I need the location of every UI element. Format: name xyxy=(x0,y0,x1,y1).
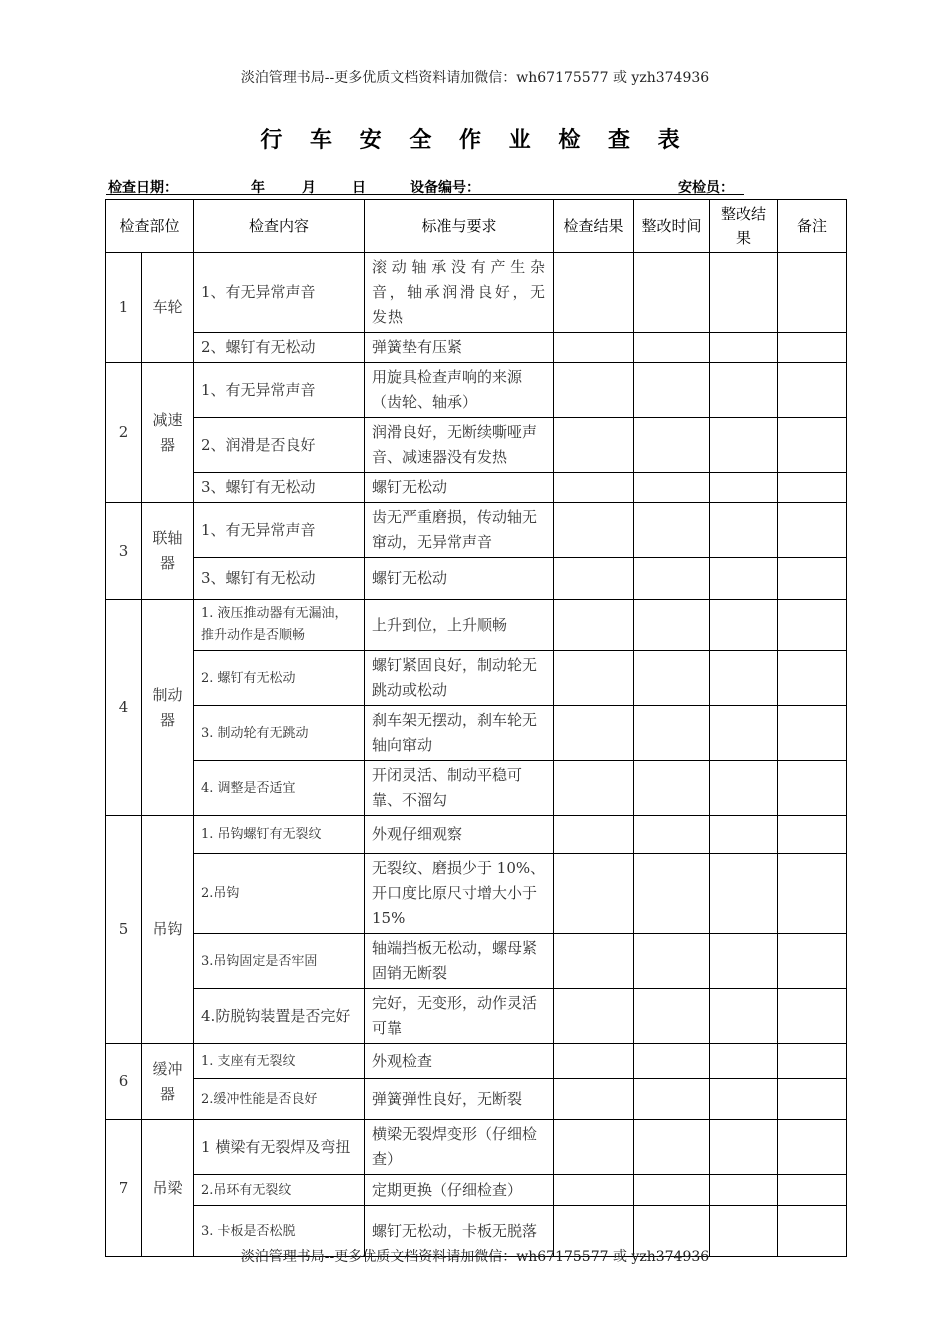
check-standard: 轴端挡板无松动，螺母紧固销无断裂 xyxy=(365,934,554,989)
inspector-label: 安检员： xyxy=(678,180,734,196)
device-number-label: 设备编号： xyxy=(410,180,480,196)
fix-result-cell[interactable] xyxy=(710,1120,778,1175)
check-content: 4. 调整是否适宜 xyxy=(194,761,365,816)
group-part: 吊梁 xyxy=(142,1120,194,1257)
note-cell[interactable] xyxy=(778,1120,847,1175)
fix-result-cell[interactable] xyxy=(710,1175,778,1206)
check-standard: 螺钉无松动 xyxy=(365,473,554,503)
fix-time-cell[interactable] xyxy=(634,1120,710,1175)
note-cell[interactable] xyxy=(778,1079,847,1120)
check-standard: 弹簧垫有压紧 xyxy=(365,333,554,363)
group-number: 3 xyxy=(106,503,142,600)
note-cell[interactable] xyxy=(778,473,847,503)
table-row xyxy=(106,854,847,934)
fix-result-cell[interactable] xyxy=(710,473,778,503)
fix-result-cell[interactable] xyxy=(710,600,778,651)
result-cell[interactable] xyxy=(554,761,634,816)
table-row xyxy=(106,761,847,816)
group-part: 制动器 xyxy=(142,600,194,816)
meta-line xyxy=(106,176,744,195)
table-row xyxy=(106,1175,847,1206)
check-content: 3. 制动轮有无跳动 xyxy=(194,706,365,761)
result-cell[interactable] xyxy=(554,1175,634,1206)
note-cell[interactable] xyxy=(778,333,847,363)
fix-time-cell[interactable] xyxy=(634,503,710,558)
group-part: 吊钩 xyxy=(142,816,194,1044)
header-note: 备注 xyxy=(778,200,847,253)
check-standard: 用旋具检查声响的来源（齿轮、轴承） xyxy=(365,363,554,418)
fix-time-cell[interactable] xyxy=(634,418,710,473)
table-row xyxy=(106,363,847,418)
fix-time-cell[interactable] xyxy=(634,1175,710,1206)
month-label: 月 xyxy=(302,180,316,196)
note-cell[interactable] xyxy=(778,600,847,651)
check-content: 3、螺钉有无松动 xyxy=(194,473,365,503)
check-content: 3、螺钉有无松动 xyxy=(194,558,365,600)
check-content: 4.防脱钩装置是否完好 xyxy=(194,989,365,1044)
table-row xyxy=(106,473,847,503)
fix-time-cell[interactable] xyxy=(634,651,710,706)
table-row xyxy=(106,1044,847,1079)
header-fix-time: 整改时间 xyxy=(634,200,710,253)
result-cell[interactable] xyxy=(554,989,634,1044)
day-label: 日 xyxy=(352,180,366,196)
fix-result-cell[interactable] xyxy=(710,854,778,934)
result-cell[interactable] xyxy=(554,706,634,761)
fix-result-cell[interactable] xyxy=(710,363,778,418)
fix-time-cell[interactable] xyxy=(634,816,710,854)
note-cell[interactable] xyxy=(778,706,847,761)
table-row xyxy=(106,1120,847,1175)
fix-time-cell[interactable] xyxy=(634,989,710,1044)
fix-result-cell[interactable] xyxy=(710,934,778,989)
check-content: 2、润滑是否良好 xyxy=(194,418,365,473)
result-cell[interactable] xyxy=(554,816,634,854)
result-cell[interactable] xyxy=(554,1079,634,1120)
note-cell[interactable] xyxy=(778,816,847,854)
check-content: 1 横梁有无裂焊及弯扭 xyxy=(194,1120,365,1175)
check-content: 3.吊钩固定是否牢固 xyxy=(194,934,365,989)
note-cell[interactable] xyxy=(778,363,847,418)
result-cell[interactable] xyxy=(554,934,634,989)
fix-time-cell[interactable] xyxy=(634,761,710,816)
group-number: 6 xyxy=(106,1044,142,1120)
date-label: 检查日期： xyxy=(108,180,178,196)
check-standard: 无裂纹、磨损少于 10%、开口度比原尺寸增大小于 15% xyxy=(365,854,554,934)
check-content: 2.吊钩 xyxy=(194,854,365,934)
group-number: 2 xyxy=(106,363,142,503)
header-row xyxy=(106,200,847,253)
check-content: 1. 液压推动器有无漏油，推升动作是否顺畅 xyxy=(194,600,365,651)
check-standard: 上升到位，上升顺畅 xyxy=(365,600,554,651)
header-standard: 标准与要求 xyxy=(365,200,554,253)
check-content: 1. 支座有无裂纹 xyxy=(194,1044,365,1079)
group-part: 缓冲器 xyxy=(142,1044,194,1120)
check-standard: 外观仔细观察 xyxy=(365,816,554,854)
table-row xyxy=(106,418,847,473)
result-cell[interactable] xyxy=(554,651,634,706)
fix-result-cell[interactable] xyxy=(710,816,778,854)
group-number: 7 xyxy=(106,1120,142,1257)
group-number: 4 xyxy=(106,600,142,816)
check-content: 2. 螺钉有无松动 xyxy=(194,651,365,706)
result-cell[interactable] xyxy=(554,253,634,333)
check-standard: 外观检查 xyxy=(365,1044,554,1079)
fix-result-cell[interactable] xyxy=(710,761,778,816)
fix-result-cell[interactable] xyxy=(710,1079,778,1120)
fix-time-cell[interactable] xyxy=(634,473,710,503)
group-part: 车轮 xyxy=(142,253,194,363)
inspection-table xyxy=(105,199,847,1257)
result-cell[interactable] xyxy=(554,473,634,503)
result-cell[interactable] xyxy=(554,363,634,418)
fix-time-cell[interactable] xyxy=(634,363,710,418)
check-standard: 弹簧弹性良好，无断裂 xyxy=(365,1079,554,1120)
check-content: 2、螺钉有无松动 xyxy=(194,333,365,363)
fix-result-cell[interactable] xyxy=(710,651,778,706)
fix-result-cell[interactable] xyxy=(710,253,778,333)
note-cell[interactable] xyxy=(778,1044,847,1079)
result-cell[interactable] xyxy=(554,418,634,473)
fix-time-cell[interactable] xyxy=(634,253,710,333)
check-standard: 螺钉无松动，卡板无脱落 xyxy=(365,1206,554,1257)
check-content: 1. 吊钩螺钉有无裂纹 xyxy=(194,816,365,854)
table-row xyxy=(106,651,847,706)
check-content: 1、有无异常声音 xyxy=(194,253,365,333)
note-cell[interactable] xyxy=(778,418,847,473)
fix-time-cell[interactable] xyxy=(634,934,710,989)
fix-result-cell[interactable] xyxy=(710,503,778,558)
result-cell[interactable] xyxy=(554,333,634,363)
table-row xyxy=(106,253,847,333)
table-row xyxy=(106,600,847,651)
header-content: 检查内容 xyxy=(194,200,365,253)
note-cell[interactable] xyxy=(778,1175,847,1206)
check-standard: 定期更换（仔细检查） xyxy=(365,1175,554,1206)
check-standard: 润滑良好，无断续嘶哑声音、减速器没有发热 xyxy=(365,418,554,473)
table-row xyxy=(106,816,847,854)
footer-note: 淡泊管理书局--更多优质文档资料请加微信：wh67175577 或 yzh374936 xyxy=(240,1249,710,1265)
table-row xyxy=(106,934,847,989)
check-standard: 刹车架无摆动，刹车轮无轴向窜动 xyxy=(365,706,554,761)
note-cell[interactable] xyxy=(778,989,847,1044)
check-standard: 齿无严重磨损，传动轴无窜动，无异常声音 xyxy=(365,503,554,558)
check-standard: 螺钉紧固良好，制动轮无跳动或松动 xyxy=(365,651,554,706)
check-content: 1、有无异常声音 xyxy=(194,503,365,558)
fix-time-cell[interactable] xyxy=(634,600,710,651)
result-cell[interactable] xyxy=(554,1044,634,1079)
group-part: 减速器 xyxy=(142,363,194,503)
check-standard: 开闭灵活、制动平稳可靠、不溜勾 xyxy=(365,761,554,816)
result-cell[interactable] xyxy=(554,558,634,600)
header-fix-result: 整改结果 xyxy=(710,200,778,253)
note-cell[interactable] xyxy=(778,253,847,333)
note-cell[interactable] xyxy=(778,854,847,934)
group-number: 5 xyxy=(106,816,142,1044)
header-result: 检查结果 xyxy=(554,200,634,253)
header-note: 淡泊管理书局--更多优质文档资料请加微信：wh67175577 或 yzh374936 xyxy=(240,70,710,86)
note-cell[interactable] xyxy=(778,558,847,600)
result-cell[interactable] xyxy=(554,1120,634,1175)
year-label: 年 xyxy=(251,180,265,196)
group-number: 1 xyxy=(106,253,142,363)
fix-time-cell[interactable] xyxy=(634,854,710,934)
result-cell[interactable] xyxy=(554,854,634,934)
fix-result-cell[interactable] xyxy=(710,418,778,473)
check-standard: 螺钉无松动 xyxy=(365,558,554,600)
table-row xyxy=(106,333,847,363)
table-row xyxy=(106,989,847,1044)
fix-time-cell[interactable] xyxy=(634,1079,710,1120)
table-row xyxy=(106,1079,847,1120)
header-part: 检查部位 xyxy=(106,200,194,253)
fix-result-cell[interactable] xyxy=(710,333,778,363)
fix-result-cell[interactable] xyxy=(710,1044,778,1079)
table-row xyxy=(106,558,847,600)
note-cell[interactable] xyxy=(778,503,847,558)
fix-time-cell[interactable] xyxy=(634,1044,710,1079)
fix-result-cell[interactable] xyxy=(710,558,778,600)
fix-result-cell[interactable] xyxy=(710,706,778,761)
check-content: 1、有无异常声音 xyxy=(194,363,365,418)
group-part: 联轴器 xyxy=(142,503,194,600)
fix-time-cell[interactable] xyxy=(634,706,710,761)
note-cell[interactable] xyxy=(778,651,847,706)
check-content: 2.缓冲性能是否良好 xyxy=(194,1079,365,1120)
check-content: 2.吊环有无裂纹 xyxy=(194,1175,365,1206)
fix-time-cell[interactable] xyxy=(634,333,710,363)
check-standard: 完好，无变形，动作灵活可靠 xyxy=(365,989,554,1044)
fix-time-cell[interactable] xyxy=(634,558,710,600)
table-row xyxy=(106,503,847,558)
document-title: 行 车 安 全 作 业 检 查 表 xyxy=(260,128,690,153)
fix-result-cell[interactable] xyxy=(710,989,778,1044)
result-cell[interactable] xyxy=(554,600,634,651)
check-standard: 滚动轴承没有产生杂音，轴承润滑良好，无发热 xyxy=(365,253,554,333)
result-cell[interactable] xyxy=(554,503,634,558)
check-standard: 横梁无裂焊变形（仔细检查） xyxy=(365,1120,554,1175)
note-cell[interactable] xyxy=(778,934,847,989)
note-cell[interactable] xyxy=(778,761,847,816)
table-row xyxy=(106,706,847,761)
check-content: 3. 卡板是否松脱 xyxy=(194,1206,365,1257)
